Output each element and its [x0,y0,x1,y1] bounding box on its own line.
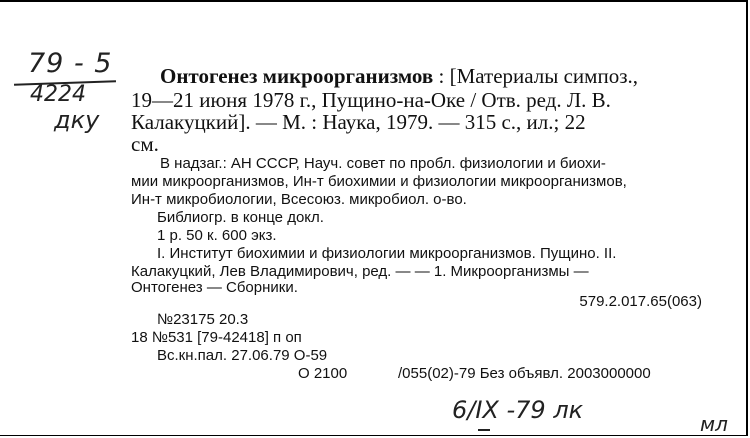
call-number-top: 79 - 5 [28,48,113,79]
entry-line-4: см. [131,132,159,156]
handwritten-underline [478,429,490,431]
note-line-1: В надзаг.: АН СССР, Науч. совет по пробл. физиологии и биохи- [160,155,606,172]
note-line-5: 1 р. 50 к. 600 экз. [157,227,277,244]
author-sign: дку [54,106,100,134]
registry-line-1: №23175 20.3 [157,311,249,328]
entry-line-2: 19—21 июня 1978 г., Пущино-на-Оке / Отв. ред. Л. В. [131,88,611,112]
note-line-3: Ин-т микробиологии, Всесоюз. микробиол. о-во. [131,191,467,208]
entry-line-3: Калакуцкий]. — М. : Наука, 1979. — 315 с., ил.; 22 [131,110,586,134]
note-line-7: Калакуцкий, Лев Владимирович, ред. — — 1. Микроорганизмы — [131,263,589,280]
registry-line-4-right: /055(02)-79 Без объявл. 2003000000 [398,365,651,382]
handwritten-initials: мл [700,412,728,436]
note-line-2: мии микроорганизмов, Ин-т биохимии и физиологии микроорганизмов, [131,173,627,190]
udc-classification: 579.2.017.65(063) [579,293,702,310]
entry-line-1 [160,64,720,88]
handwritten-date: 6/IX -79 лк [452,396,584,424]
registry-line-2: 18 №531 [79-42418] п оп [131,329,302,346]
entry-line-1-rest: : [Материалы симпоз., [433,64,638,88]
call-number-bottom: 4224 [30,82,86,107]
note-line-8: Онтогенез — Сборники. [131,279,298,296]
note-line-4: Библиогр. в конце докл. [157,209,324,226]
book-title: Онтогенез микроорганизмов [160,64,434,88]
note-line-6: I. Институт биохимии и физиологии микроорганизмов. Пущино. II. [157,245,617,262]
registry-line-4-left: О 2100 [298,365,348,382]
registry-line-3: Вс.кн.пал. 27.06.79 О-59 [157,347,328,364]
